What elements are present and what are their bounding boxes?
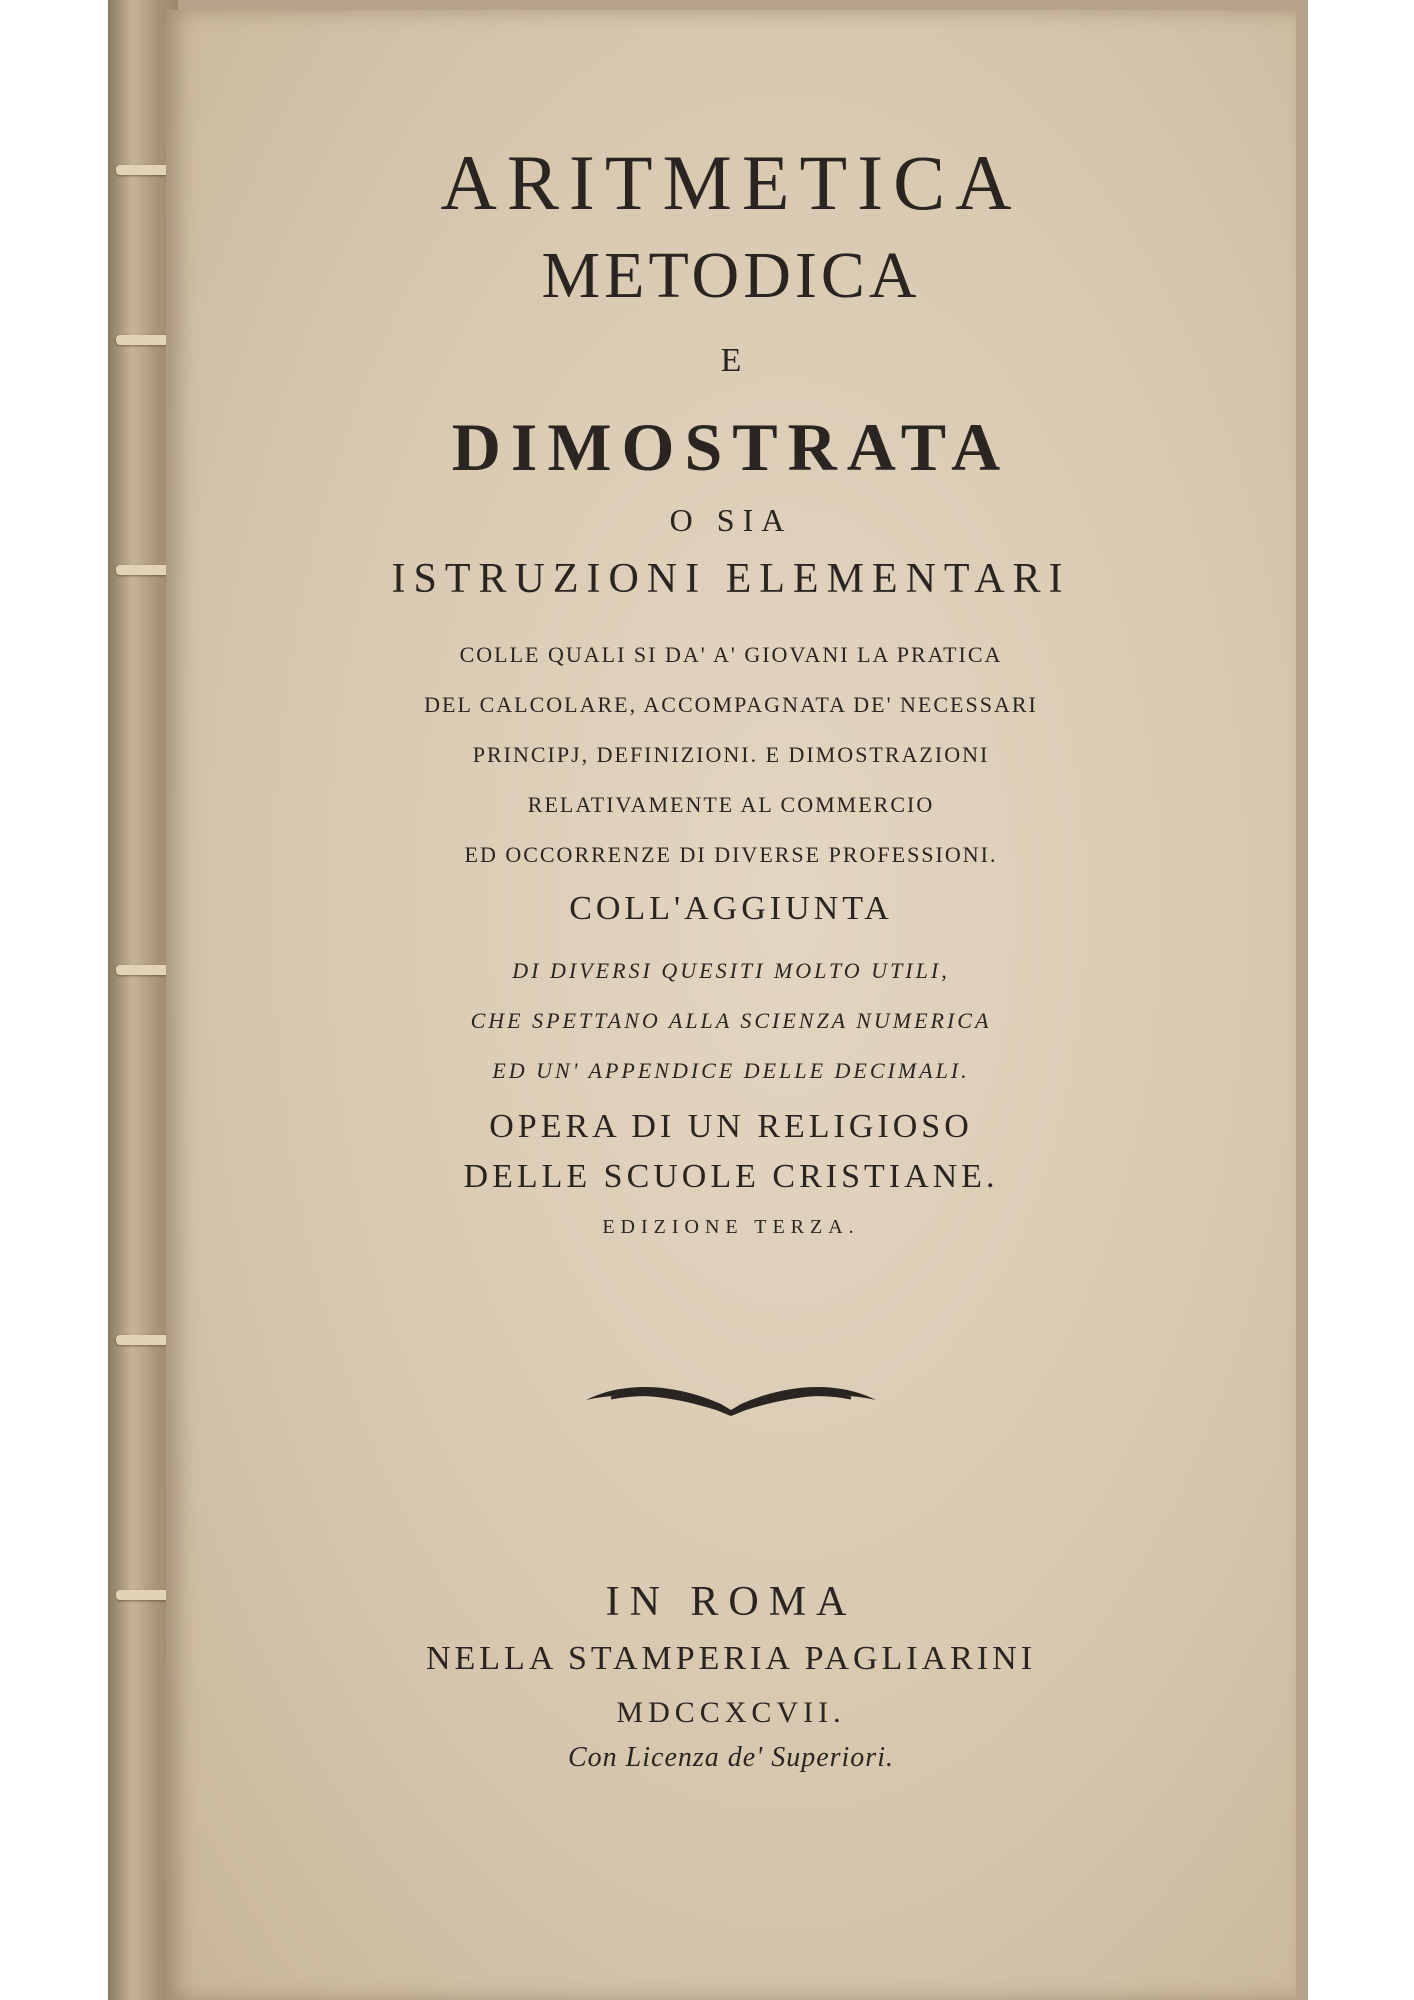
imprint-printer: NELLA STAMPERIA PAGLIARINI	[425, 1640, 1037, 1677]
book-photo	[108, 0, 1308, 2000]
title-line-metodica: METODICA	[541, 239, 921, 312]
description-line: COLLE QUALI SI DA' A' GIOVANI LA PRATICA	[459, 642, 1003, 667]
description-line: PRINCIPJ, DEFINIZIONI. E DIMOSTRAZIONI	[472, 742, 990, 767]
title-page	[166, 10, 1296, 2000]
imprint-city: IN ROMA	[605, 1579, 857, 1625]
addition-heading: COLL'AGGIUNTA	[569, 890, 893, 927]
title-page-text	[166, 10, 1296, 2000]
addition-line: DI DIVERSI QUESITI MOLTO UTILI,	[512, 958, 950, 983]
title-line-aritmetica: ARITMETICA	[440, 139, 1022, 226]
author-line: OPERA DI UN RELIGIOSO	[489, 1108, 973, 1145]
description-line: RELATIVAMENTE AL COMMERCIO	[527, 792, 935, 817]
description-line: ED OCCORRENZE DI DIVERSE PROFESSIONI.	[464, 842, 998, 867]
addition-line: ED UN' APPENDICE DELLE DECIMALI.	[492, 1058, 970, 1083]
edition-line: EDIZIONE TERZA.	[602, 1216, 860, 1238]
imprint-year: MDCCXCVII.	[616, 1696, 846, 1729]
description-line: DEL CALCOLARE, ACCOMPAGNATA DE' NECESSARI	[424, 692, 1038, 717]
title-line-dimostrata: DIMOSTRATA	[451, 409, 1011, 485]
addition-line: CHE SPETTANO ALLA SCIENZA NUMERICA	[470, 1008, 992, 1033]
author-line: DELLE SCUOLE CRISTIANE.	[463, 1158, 999, 1195]
imprint-license: Con Licenza de' Superiori.	[568, 1742, 894, 1773]
title-line-o-sia: O SIA	[669, 502, 793, 538]
printer-ornament-icon	[581, 1378, 881, 1418]
title-line-e: E	[720, 342, 742, 379]
title-line-istruzioni: ISTRUZIONI ELEMENTARI	[391, 556, 1071, 602]
